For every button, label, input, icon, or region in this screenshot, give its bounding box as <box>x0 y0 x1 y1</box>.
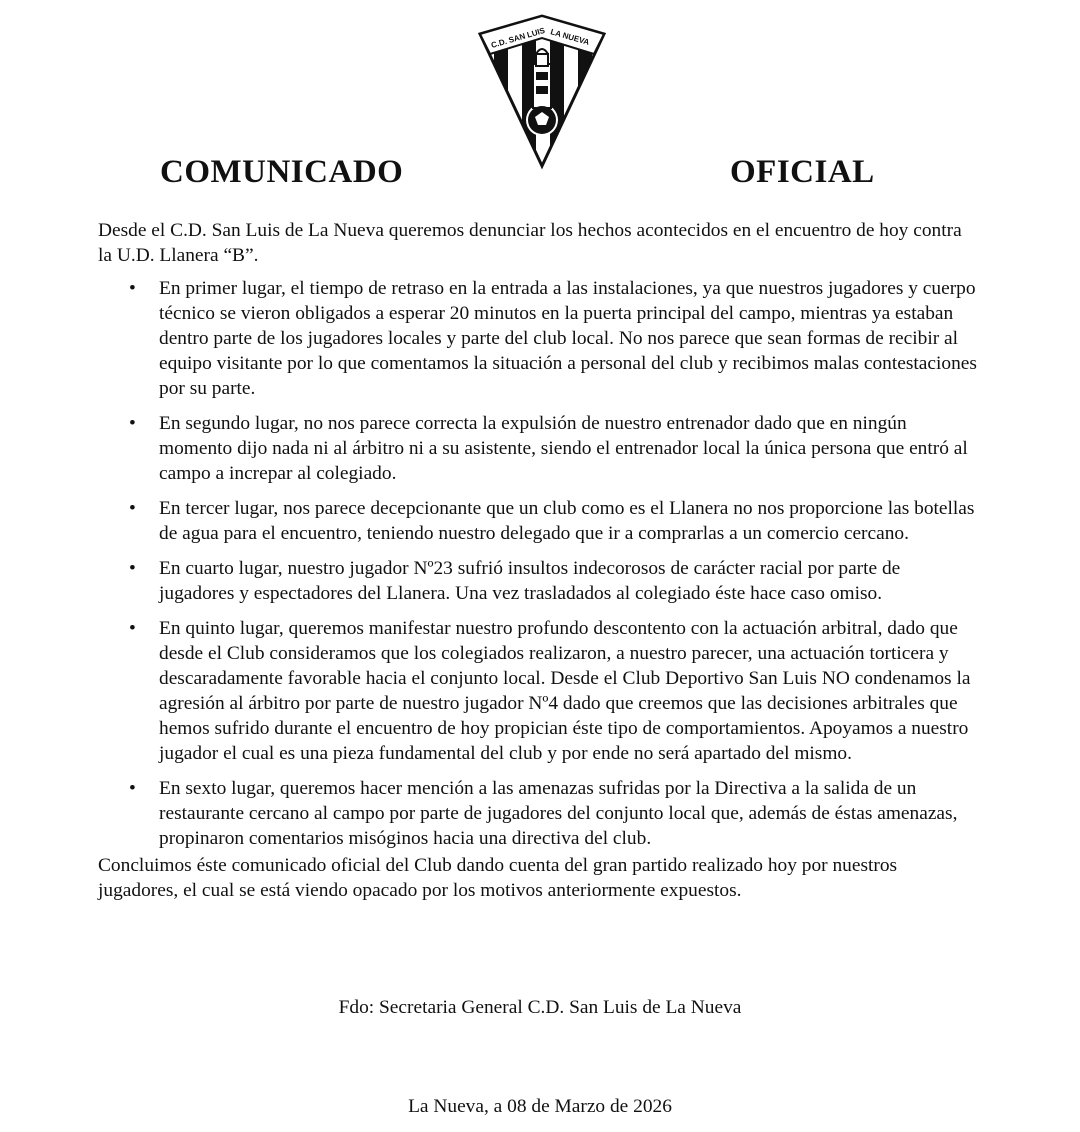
list-item <box>98 556 980 606</box>
list-item-text: En sexto lugar, queremos hacer mención a las amenazas sufridas por la Directiva a la salida de un restaurante cercano al campo por parte de jugadores del conjunto local que, además de éstas amenazas, propinaron comentarios misóginos hacia una directiva del club. <box>159 778 958 849</box>
list-item-text: En primer lugar, el tiempo de retraso en la entrada a las instalaciones, ya que nuestros jugadores y cuerpo técnico se vieron obligados a esperar 20 minutos en la puerta principal del campo, mientras ya estaban dentro parte de los jugadores locales y parte del club local. No nos parece que sean formas de recibir al equipo visitante por lo que comentamos la situación a personal del club y recibimos malas contestaciones por su parte. <box>159 278 977 399</box>
complaint-list <box>98 276 980 851</box>
bullet-icon: • <box>129 618 136 639</box>
list-item-text: En tercer lugar, nos parece decepcionante que un club como es el Llanera no nos proporcione las botellas de agua para el encuentro, teniendo nuestro delegado que ir a comprarlas a un comercio cercano. <box>159 498 975 544</box>
list-item-text: En segundo lugar, no nos parece correcta la expulsión de nuestro entrenador dado que en ningún momento dijo nada ni al árbitro ni a su asistente, siendo el entrenador local la única persona que entró al campo a increpar al colegiado. <box>159 413 968 484</box>
bullet-icon: • <box>129 778 136 799</box>
club-crest-logo <box>472 14 612 170</box>
bullet-icon: • <box>129 413 136 434</box>
svg-text:C.D. SAN LUIS: C.D. SAN LUIS <box>490 25 546 50</box>
list-item <box>98 276 980 401</box>
list-item <box>98 411 980 486</box>
intro-paragraph: Desde el C.D. San Luis de La Nueva queremos denunciar los hechos acontecidos en el encuentro de hoy contra la U.D. Llanera “B”. <box>98 220 962 266</box>
page-title-oficial: OFICIAL <box>730 154 875 190</box>
bullet-icon: • <box>129 278 136 299</box>
date-line: La Nueva, a 08 de Marzo de 2026 <box>408 1096 672 1117</box>
bullet-icon: • <box>129 558 136 579</box>
list-item-text: En cuarto lugar, nuestro jugador Nº23 sufrió insultos indecorosos de carácter racial por parte de jugadores y espectadores del Llanera. Una vez trasladados al colegiado éste hace caso omiso. <box>159 558 901 604</box>
svg-text:LA NUEVA: LA NUEVA <box>549 27 591 47</box>
closing-paragraph: Concluimos éste comunicado oficial del Club dando cuenta del gran partido realizado hoy por nuestros jugadores, el cual se está viendo opacado por los motivos anteriormente expuestos. <box>98 855 898 901</box>
bullet-icon: • <box>129 498 136 519</box>
list-item <box>98 616 980 766</box>
page-title-comunicado: COMUNICADO <box>160 154 404 190</box>
statement-body <box>98 218 980 903</box>
list-item <box>98 776 980 851</box>
list-item <box>98 496 980 546</box>
signature-line: Fdo: Secretaria General C.D. San Luis de La Nueva <box>338 997 742 1018</box>
list-item-text: En quinto lugar, queremos manifestar nuestro profundo descontento con la actuación arbitral, dado que desde el Club consideramos que los colegiados realizaron, a nuestro parecer, una actuación torticera y descaradamente favorable hacia el conjunto local. Desde el Club Deportivo San Luis NO condenamos la agresión al árbitro por parte de nuestro jugador Nº4 dado que creemos que las decisiones arbitrales que hemos sufrido durante el encuentro de hoy propician éste tipo de comportamientos. Apoyamos a nuestro jugador el cual es una pieza fundamental del club y por ende no será apartado del mismo. <box>159 618 971 764</box>
